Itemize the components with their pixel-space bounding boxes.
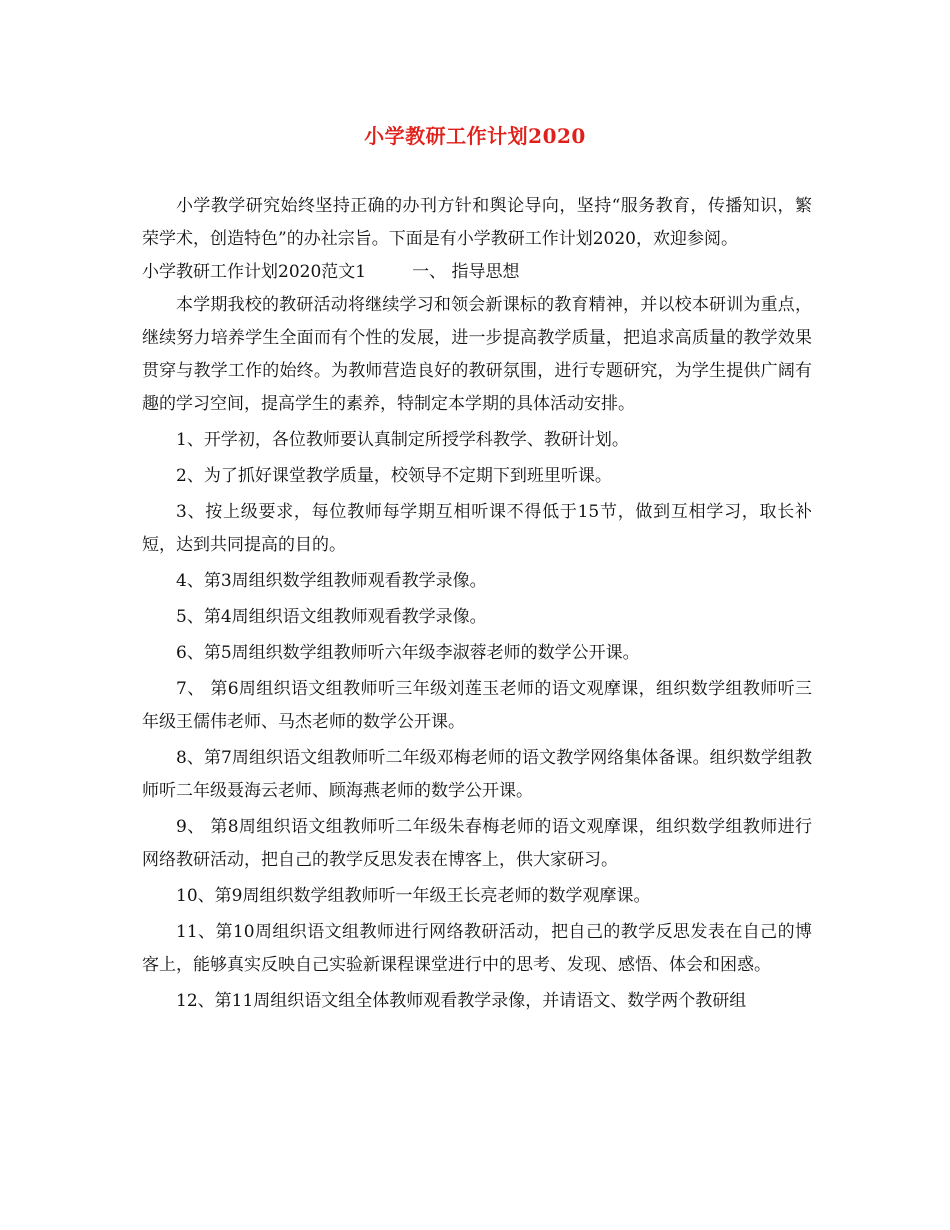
list-item: 2、为了抓好课堂教学质量，校领导不定期下到班里听课。: [176, 466, 612, 486]
list-item: 4、第3周组织数学组教师观看教学录像。: [176, 571, 487, 591]
list-item: 7、 第6周组织语文组教师听三年级刘莲玉老师的语文观摩课，组织数学组教师听三年级王儒伟老师、马杰老师的数学公开课。: [142, 679, 812, 732]
section-heading-line: [142, 256, 812, 289]
document-title: 小学教研工作计划2020: [364, 124, 586, 148]
list-item: 9、 第8周组织语文组教师听二年级朱春梅老师的语文观摩课，组织数学组教师进行网络教研活动，把自己的教学反思发表在博客上，供大家研习。: [142, 817, 812, 870]
list-item: 12、第11周组织语文组全体教师观看教学录像，并请语文、数学两个教研组: [176, 991, 747, 1011]
intro-paragraph: 小学教学研究始终坚持正确的办刊方针和舆论导向，坚持“服务教育，传播知识，繁荣学术，创造特色”的办社宗旨。下面是有小学教研工作计划2020，欢迎参阅。: [142, 196, 812, 249]
document-body: [142, 190, 812, 1018]
guiding-paragraph: 本学期我校的教研活动将继续学习和领会新课标的教育精神，并以校本研训为重点，继续努力培养学生全面而有个性的发展，进一步提高教学质量，把追求高质量的教学效果贯穿与教学工作的始终。为教师营造良好的教研氛围，进行专题研究，为学生提供广阔有趣的学习空间，提高学生的素养，特制定本学期的具体活动安排。: [142, 295, 812, 414]
list-item: 6、第5周组织数学组教师听六年级李淑蓉老师的数学公开课。: [176, 643, 640, 663]
list-item: 10、第9周组织数学组教师听一年级王长亮老师的数学观摩课。: [176, 886, 651, 906]
section-heading: 一、 指导思想: [412, 262, 520, 282]
list-item: 5、第4周组织语文组教师观看教学录像。: [176, 607, 487, 627]
section-label: 小学教研工作计划2020范文1: [142, 262, 367, 282]
list-item: 1、开学初，各位教师要认真制定所授学科教学、教研计划。: [176, 430, 629, 450]
list-item: 8、第7周组织语文组教师听二年级邓梅老师的语文教学网络集体备课。组织数学组教师听二年级聂海云老师、顾海燕老师的数学公开课。: [142, 748, 812, 801]
list-item: 3、按上级要求，每位教师每学期互相听课不得低于15节，做到互相学习，取长补短，达到共同提高的目的。: [142, 502, 812, 555]
list-item: 11、第10周组织语文组教师进行网络教研活动，把自己的教学反思发表在自己的博客上，能够真实反映自己实验新课程课堂进行中的思考、发现、感悟、体会和困惑。: [142, 922, 812, 975]
